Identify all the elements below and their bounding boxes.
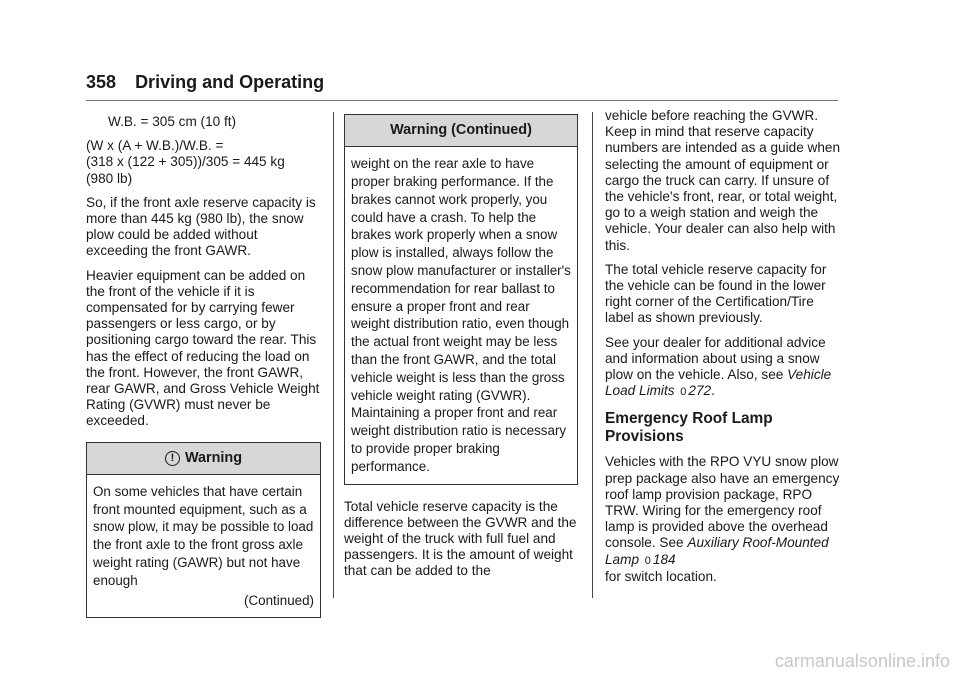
warning-continued-body: weight on the rear axle to have proper braking performance. If the brakes cannot work properly, you could have a crash. To help the brakes work properly when a snow plow is installed, always follow the snow plow manufacturer or installer's recommendation for rear ballast to ensure a proper front and rear weight distribution ratio, even though the actual front weight may be less than the front GAWR, and the total vehicle weight is less than the gross vehicle weight rating (GVWR). Maintaining a proper front and rear weight distribution ratio is necessary to provide proper braking performance.: [351, 156, 571, 474]
warning-header: [87, 443, 320, 475]
formula-line: (980 lb): [86, 170, 133, 186]
paragraph: Heavier equipment can be added on the front of the vehicle if it is compensated for by carrying fewer passengers or less cargo, or by positioning cargo toward the rear. This has the effect of reducing the load on the front. However, the front GAWR, rear GAWR, and Gross Vehicle Weight Rating (GVWR) must never be exceeded.: [86, 267, 320, 429]
warning-icon: !: [165, 451, 180, 466]
warning-body: [87, 475, 320, 618]
header-rule: [86, 100, 838, 101]
section-title: Driving and Operating: [135, 72, 325, 92]
formula-line: (318 x (122 + 305))/305 = 445 kg: [86, 154, 285, 170]
column-2: [344, 114, 578, 588]
warning-title: Warning: [184, 449, 243, 466]
paragraph-text: for switch location.: [605, 568, 717, 584]
warning-box: [86, 442, 321, 619]
section-heading: Emergency Roof Lamp Provisions: [605, 410, 773, 446]
page-number: 358: [86, 72, 117, 92]
auxiliary-roof-lamp-link[interactable]: Auxiliary Roof-Mounted Lamp: [605, 535, 829, 567]
column-3: [605, 108, 841, 593]
column-1: [86, 114, 321, 618]
wheelbase-line: W.B. = 305 cm (10 ft): [108, 114, 237, 129]
continued-note: (Continued): [244, 592, 314, 608]
paragraph: vehicle before reaching the GVWR. Keep in mind that reserve capacity numbers are intended as a guide when selecting the amount of equipment or cargo the truck can carry. If unsure of the vehicle's front, rear, or total weight, go to a weigh station and weigh the vehicle. Your dealer can also help with this.: [605, 108, 841, 253]
paragraph: [605, 335, 841, 401]
formula-line: (W x (A + W.B.)/W.B. =: [86, 138, 224, 154]
page-ref-arrow-icon: 0: [680, 386, 687, 399]
warning-continued-box: [344, 114, 578, 485]
paragraph-text: Vehicles with the RPO VYU snow plow prep package also have an emergency roof lamp provision package, RPO TRW. Wiring for the emergency roof lamp is provided above the overhead console. See: [605, 454, 840, 551]
paragraph: The total vehicle reserve capacity for the vehicle can be found in the lower right corner of the Certification/Tire label as shown previously.: [605, 261, 827, 326]
column-divider-2: [592, 112, 593, 598]
page-header: [86, 72, 324, 93]
column-divider-1: [333, 112, 334, 598]
watermark: carmanualsonline.info: [774, 651, 950, 671]
page-ref: 184: [652, 551, 676, 567]
period: .: [711, 383, 715, 399]
formula: [86, 138, 321, 187]
paragraph: [605, 454, 841, 585]
paragraph-text: See your dealer for additional advice and information about using a snow plow on the vehicle. Also, see: [605, 334, 826, 383]
paragraph: So, if the front axle reserve capacity is more than 445 kg (980 lb), the snow plow could be added without exceeding the front GAWR.: [86, 194, 316, 259]
warning-text: On some vehicles that have certain front mounted equipment, such as a snow plow, it may be possible to load the front axle to the front gross axle weight rating (GAWR) but not have enough: [93, 483, 314, 588]
page-ref-arrow-icon: 0: [644, 554, 651, 567]
vehicle-load-limits-link[interactable]: Vehicle Load Limits: [605, 367, 832, 399]
page-ref: 272: [688, 383, 712, 399]
warning-continued-header: Warning (Continued): [345, 115, 577, 147]
paragraph: Total vehicle reserve capacity is the difference between the GVWR and the weight of the truck with full fuel and passengers. It is the amount of weight that can be added to the: [344, 498, 577, 579]
